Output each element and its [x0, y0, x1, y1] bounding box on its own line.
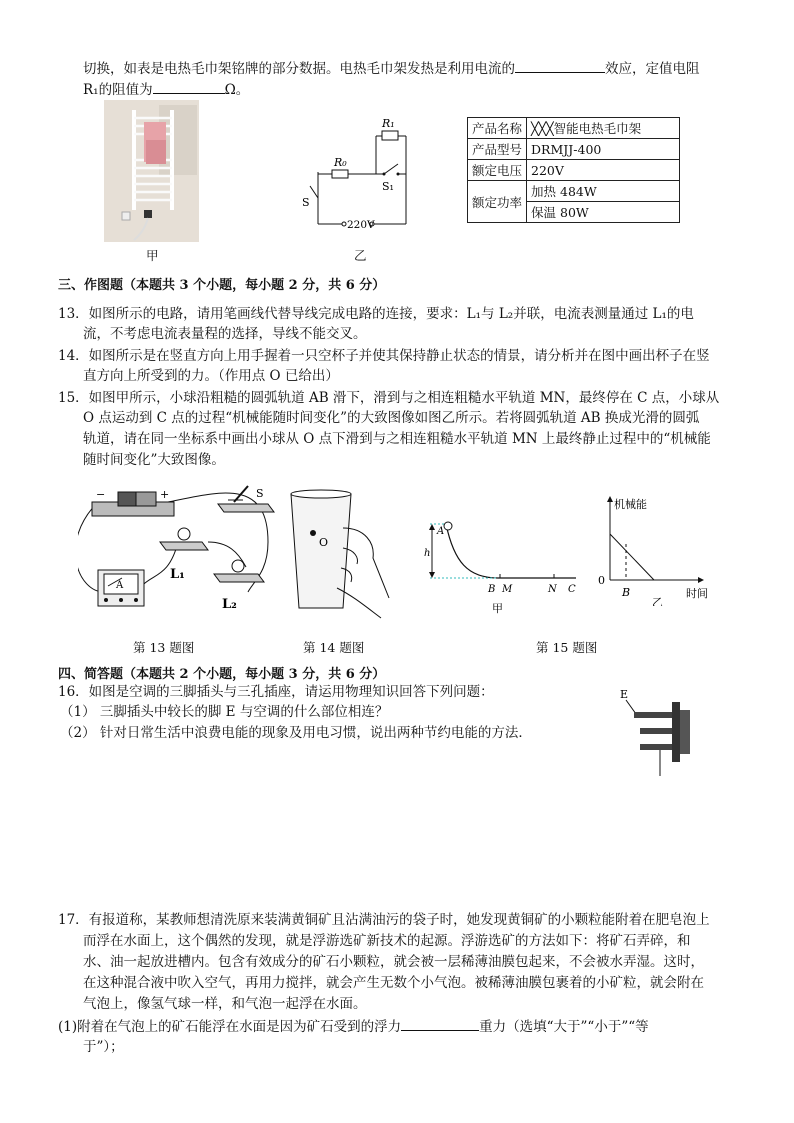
towel-rack-photo — [104, 100, 199, 242]
table-cell: 保温 80W — [527, 202, 680, 223]
table-cell: 产品名称 — [468, 118, 527, 139]
q15-line-3: 轨道，请在同一坐标系中画出小球从 O 点下滑到与之相连粗糙水平轨道 MN 上最终静止过程中的“机械能 — [83, 431, 711, 447]
q17-line-4: 在这种混合液中吹入空气，再用力搅拌，就会产生无数个小气泡。被稀薄油膜包裹着的小矿粒，就会附在 — [83, 975, 704, 991]
q17-line-3: 水、油一起放进槽内。包含有效成分的矿石小颗粒，就会被一层稀薄油膜包起来，不会被水弄湿。这时， — [83, 954, 704, 970]
label-s: S — [302, 196, 310, 209]
three-pin-plug-figure — [616, 684, 696, 780]
intro-line-2: R₁的阻值为 Ω。 — [83, 79, 249, 100]
table-cell: 额定电压 — [468, 160, 527, 181]
table-row — [468, 181, 680, 202]
spec-table — [467, 117, 680, 223]
label-r0: R₀ — [334, 156, 347, 169]
table-row — [468, 139, 680, 160]
q16-line-2: （1） 三脚插头中较长的脚 E 与空调的什么部位相连？ — [60, 704, 389, 720]
table-cell: 产品型号 — [468, 139, 527, 160]
fig15-track-diagram — [418, 512, 582, 620]
q16-line-3: （2） 针对日常生活中浪费电能的现象及用电习惯，说出两种节约电能的方法． — [60, 725, 532, 741]
circuit-diagram — [298, 112, 418, 238]
q17-sub1-line-2: 于”）； — [83, 1039, 124, 1055]
track-caption-jia: 甲 — [492, 602, 503, 615]
caption-fig15: 第 15 题图 — [536, 640, 598, 655]
graph-xlabel: 时间 — [686, 587, 708, 600]
graph-origin: 0 — [598, 574, 605, 587]
q17-line-5: 气泡上，像氢气球一样，和气泡一起浮在水面。 — [83, 996, 367, 1012]
table-cell: 220V — [527, 160, 680, 181]
answer-blank-effect[interactable] — [515, 58, 605, 73]
caption-fig14: 第 14 题图 — [303, 640, 365, 655]
q15-line-2: O 点运动到 C 点的过程“机械能随时间变化”的大致图像如图乙所示。若将圆弧轨道 AB 换成光滑的圆弧 — [83, 410, 700, 426]
label-r1: R₁ — [382, 117, 395, 130]
caption-fig13: 第 13 题图 — [133, 640, 195, 655]
q17-line-2: 而浮在水面上，这个偶然的发现，就是浮游选矿新技术的起源。浮游选矿的方法如下：将矿石弄碎，和 — [83, 933, 691, 949]
answer-blank-resistance[interactable] — [153, 79, 225, 94]
fig14-cup-hand — [285, 488, 395, 628]
q14-line-1: 14．如图所示是在竖直方向上用手握着一只空杯子并使其保持静止状态的情景，请分析并在图中画出杯子在竖 — [58, 348, 710, 364]
track-label-c: C — [568, 584, 576, 595]
graph-tick-b: B — [622, 586, 631, 599]
caption-yi: 乙 — [354, 248, 367, 263]
fig13-label-l1: L₁ — [170, 567, 185, 582]
q17-line-1: 17．有报道称，某教师想清洗原来装满黄铜矿且沾满油污的袋子时，她发现黄铜矿的小颗粒能附着在肥皂泡上 — [58, 912, 710, 928]
q15-line-1: 15．如图甲所示，小球沿粗糙的圆弧轨道 AB 滑下，滑到与之相连粗糙水平轨道 MN，最终停在 C 点，小球从 — [58, 390, 720, 406]
q15-line-4: 随时间变化”大致图像。 — [83, 452, 225, 468]
q16-line-1: 16．如图是空调的三脚插头与三孔插座，请运用物理知识回答下列问题： — [58, 684, 494, 700]
track-label-m: M — [502, 584, 513, 595]
svg-text:−: − — [96, 488, 106, 501]
section-4-title: 四、简答题（本题共 2 个小题，每小题 3 分，共 6 分） — [58, 667, 386, 682]
track-label-a: A — [437, 526, 445, 537]
q14-line-2: 直方向上所受到的力。（作用点 O 已给出） — [83, 368, 339, 384]
table-cell: 加热 484W — [527, 181, 680, 202]
fig13-circuit-components — [78, 482, 278, 632]
fig15-energy-graph — [594, 494, 714, 606]
track-label-h: h — [424, 548, 431, 559]
label-s1: S₁ — [382, 180, 394, 193]
graph-ylabel: 机械能 — [614, 498, 647, 511]
q13-line-2: 流，不考虑电流表量程的选择，导线不能交叉。 — [83, 326, 367, 342]
svg-text:+: + — [160, 488, 170, 501]
track-label-n: N — [548, 584, 557, 595]
table-cell: 额定功率 — [468, 181, 527, 223]
intro-line-1: 切换，如表是电热毛巾架铭牌的部分数据。电热毛巾架发热是利用电流的 效应，定值电阻 — [83, 58, 700, 79]
plug-label-e: E — [620, 688, 629, 701]
graph-caption-yi: 乙 — [652, 596, 663, 606]
answer-blank-buoyancy[interactable] — [401, 1016, 479, 1031]
section-3-title: 三、作图题（本题共 3 个小题，每小题 2 分，共 6 分） — [58, 278, 386, 293]
fig14-label-o: O — [319, 536, 329, 549]
caption-jia: 甲 — [146, 248, 159, 263]
q17-sub1-line: (1)附着在气泡上的矿石能浮在水面是因为矿石受到的浮力 重力（选填“大于”“小于”“等 — [58, 1016, 649, 1037]
fig13-label-s: S — [256, 487, 264, 500]
track-label-b: B — [488, 584, 496, 595]
table-cell: ╳╳╳智能电热毛巾架 — [527, 118, 680, 139]
table-row — [468, 118, 680, 139]
label-voltage: 220V — [347, 219, 375, 231]
fig13-label-l2: L₂ — [222, 597, 237, 612]
q13-line-1: 13．如图所示的电路，请用笔画线代替导线完成电路的连接，要求：L₁与 L₂并联，电流表测量通过 L₁的电 — [58, 306, 694, 322]
table-row — [468, 160, 680, 181]
table-cell: DRMJJ-400 — [527, 139, 680, 160]
fig13-ammeter-label: A — [116, 580, 124, 591]
